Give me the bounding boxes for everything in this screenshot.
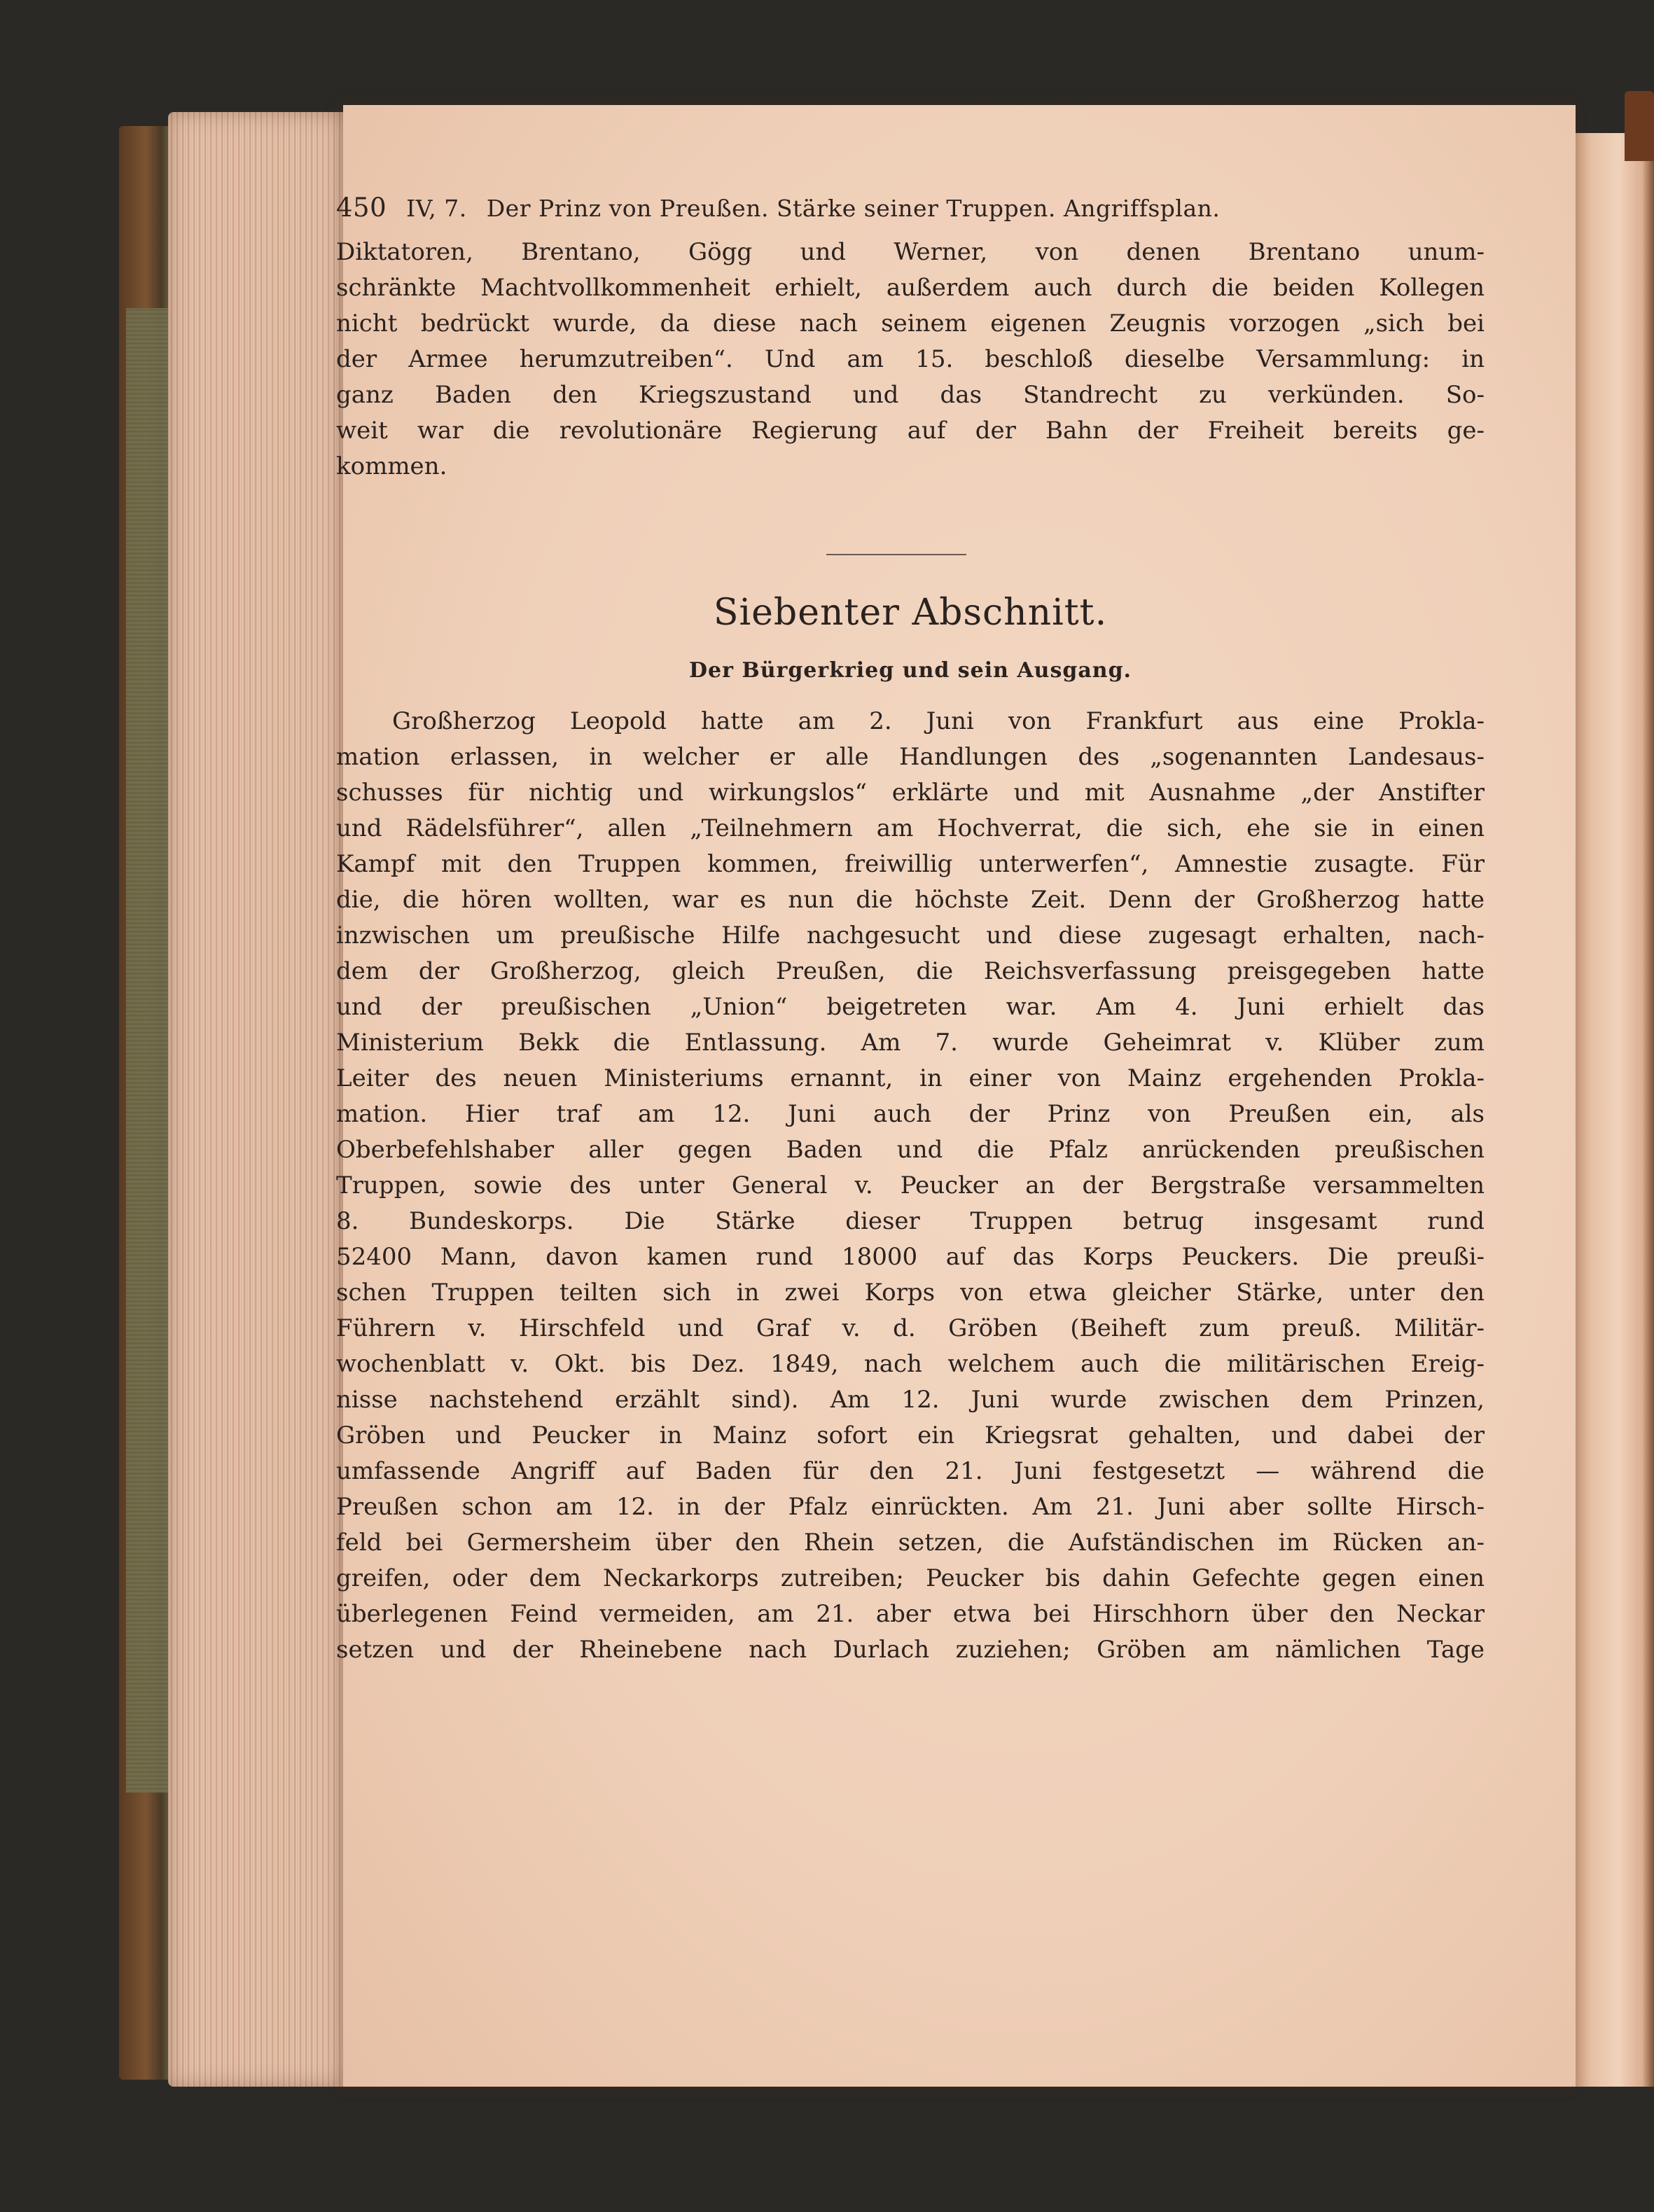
text-line: Preußen schon am 12. in der Pfalz einrückten. Am 21. Juni aber sollte Hirsch- — [336, 1493, 1485, 1521]
text-line: inzwischen um preußische Hilfe nachgesucht und diese zugesagt erhalten, nach- — [336, 921, 1485, 950]
text-line: Kampf mit den Truppen kommen, freiwillig unterwerfen“, Amnestie zusagte. Für — [336, 850, 1485, 878]
text-line: und der preußischen „Union“ beigetreten war. Am 4. Juni erhielt das — [336, 993, 1485, 1021]
text-line: mation erlassen, in welcher er alle Handlungen des „sogenannten Landesaus- — [336, 743, 1485, 771]
page-number: 450 — [336, 193, 387, 223]
page-edges-right — [1576, 133, 1654, 2087]
text-line: nicht bedrückt wurde, da diese nach seinem eigenen Zeugnis vorzogen „sich bei — [336, 309, 1485, 338]
text-line: mation. Hier traf am 12. Juni auch der Prinz von Preußen ein, als — [336, 1100, 1485, 1128]
paragraph-main — [336, 704, 1485, 1712]
text-line: Oberbefehlshaber aller gegen Baden und die Pfalz anrückenden preußischen — [336, 1136, 1485, 1164]
text-line: umfassende Angriff auf Baden für den 21. Juni festgesetzt — während die — [336, 1457, 1485, 1485]
text-line: Ministerium Bekk die Entlassung. Am 7. wurde Geheimrat v. Klüber zum — [336, 1029, 1485, 1057]
text-line: setzen und der Rheinebene nach Durlach zuziehen; Gröben am nämlichen Tage — [336, 1636, 1485, 1664]
text-line: die, die hören wollten, war es nun die höchste Zeit. Denn der Großherzog hatte — [336, 886, 1485, 914]
paragraph-continued — [336, 235, 1485, 515]
text-line: dem der Großherzog, gleich Preußen, die Reichsverfassung preisgegeben hatte — [336, 957, 1485, 985]
text-line: 8. Bundeskorps. Die Stärke dieser Truppen betrug insgesamt rund — [336, 1207, 1485, 1235]
text-line: Großherzog Leopold hatte am 2. Juni von Frankfurt aus eine Prokla- — [392, 707, 1485, 735]
running-head-section: IV, 7. — [406, 195, 467, 222]
section-title: Siebenter Abschnitt. — [713, 592, 1108, 634]
text-line: Diktatoren, Brentano, Gögg und Werner, von denen Brentano unum- — [336, 238, 1485, 266]
section-subtitle: Der Bürgerkrieg und sein Ausgang. — [689, 658, 1132, 683]
book-cover-right — [1625, 91, 1654, 161]
text-line: der Armee herumzutreiben“. Und am 15. beschloß dieselbe Versammlung: in — [336, 345, 1485, 373]
text-line: greifen, oder dem Neckarkorps zutreiben; Peucker bis dahin Gefechte gegen einen — [336, 1564, 1485, 1592]
text-line: schen Truppen teilten sich in zwei Korps von etwa gleicher Stärke, unter den — [336, 1279, 1485, 1307]
text-line: Gröben und Peucker in Mainz sofort ein Kriegsrat gehalten, und dabei der — [336, 1421, 1485, 1449]
text-line: Führern v. Hirschfeld und Graf v. d. Gröben (Beiheft zum preuß. Militär- — [336, 1314, 1485, 1342]
text-line: schränkte Machtvollkommenheit erhielt, außerdem auch durch die beiden Kollegen — [336, 274, 1485, 302]
text-line: schusses für nichtig und wirkungslos“ erklärte und mit Ausnahme „der Anstifter — [336, 779, 1485, 807]
text-line: überlegenen Feind vermeiden, am 21. aber etwa bei Hirschhorn über den Neckar — [336, 1600, 1485, 1628]
text-line: und Rädelsführer“, allen „Teilnehmern am Hochverrat, die sich, ehe sie in einen — [336, 814, 1485, 842]
text-line: ganz Baden den Kriegszustand und das Standrecht zu verkünden. So- — [336, 381, 1485, 409]
text-line: Truppen, sowie des unter General v. Peucker an der Bergstraße versammelten — [336, 1171, 1485, 1199]
section-divider — [826, 554, 966, 555]
text-line: 52400 Mann, davon kamen rund 18000 auf das Korps Peuckers. Die preußi- — [336, 1243, 1485, 1271]
running-head — [336, 193, 1457, 223]
text-line: weit war die revolutionäre Regierung auf der Bahn der Freiheit bereits ge- — [336, 417, 1485, 445]
text-line: wochenblatt v. Okt. bis Dez. 1849, nach welchem auch die militärischen Ereig- — [336, 1350, 1485, 1378]
text-line: kommen. — [336, 452, 447, 480]
running-head-title: Der Prinz von Preußen. Stärke seiner Truppen. Angriffsplan. — [486, 195, 1221, 222]
text-line: Leiter des neuen Ministeriums ernannt, in einer von Mainz ergehenden Prokla- — [336, 1064, 1485, 1092]
text-line: feld bei Germersheim über den Rhein setzen, die Aufständischen im Rücken an- — [336, 1529, 1485, 1557]
text-line: nisse nachstehend erzählt sind). Am 12. Juni wurde zwischen dem Prinzen, — [336, 1386, 1485, 1414]
